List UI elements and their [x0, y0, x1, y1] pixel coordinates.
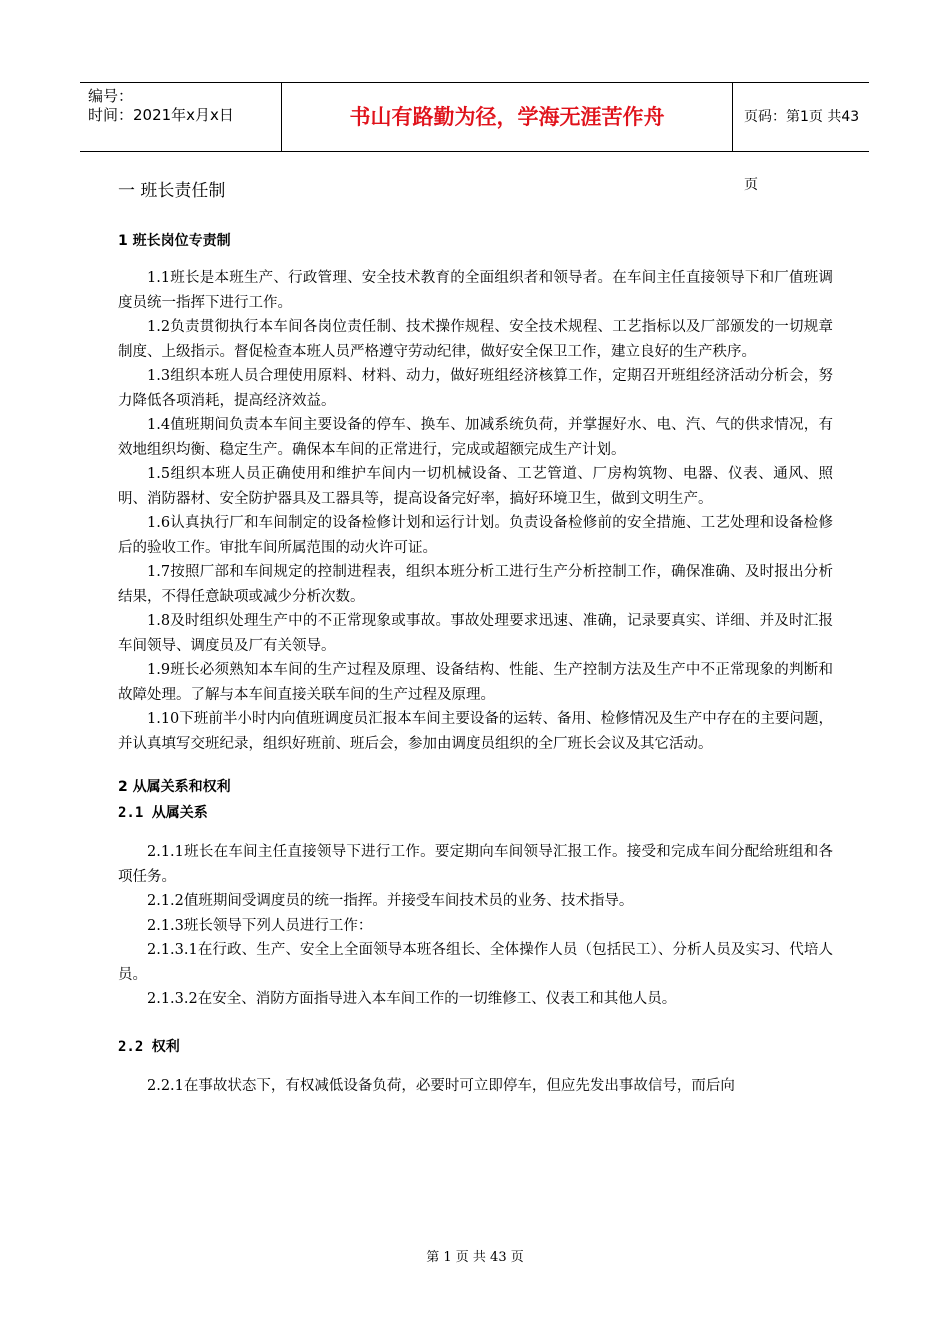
- paragraph: 1.10下班前半小时内向值班调度员汇报本车间主要设备的运转、备用、检修情况及生产中存在的主要问题，并认真填写交班纪录，组织好班前、班后会，参加由调度员组织的全厂班长会议及其它活动。: [118, 711, 833, 752]
- subsection-heading-2-2: 2.2 权利: [118, 1038, 180, 1055]
- paragraph: 2.2.1在事故状态下，有权减低设备负荷，必要时可立即停车，但应先发出事故信号，而后向: [147, 1077, 735, 1094]
- paragraph: 1.8及时组织处理生产中的不正常现象或事故。事故处理要求迅速、准确，记录要真实、详细、并及时汇报车间领导、调度员及厂有关领导。: [118, 613, 833, 654]
- header-meta: [80, 83, 280, 151]
- paragraph: 2.1.1班长在车间主任直接领导下进行工作。要定期向车间领导汇报工作。接受和完成车间分配给班组和各项任务。: [118, 844, 833, 885]
- paragraph: 2.1.2值班期间受调度员的统一指挥。并接受车间技术员的业务、技术指导。: [147, 893, 634, 909]
- page-footer: 第 1 页 共 43 页: [426, 1250, 524, 1265]
- section-heading-2: 2 从属关系和权利: [118, 779, 231, 795]
- section-1-paragraphs: [118, 266, 833, 756]
- section-2-2-paragraphs: [118, 1074, 833, 1099]
- document-number-label: 编号：: [88, 87, 134, 105]
- paragraph: 1.5组织本班人员正确使用和维护车间内一切机械设备、工艺管道、厂房构筑物、电器、仪表、通风、照明、消防器材、安全防护器具及工器具等，提高设备完好率，搞好环境卫生，做到文明生产。: [118, 466, 833, 507]
- paragraph: 1.1班长是本班生产、行政管理、安全技术教育的全面组织者和领导者。在车间主任直接领导下和厂值班调度员统一指挥下进行工作。: [118, 270, 833, 311]
- document-body: [118, 172, 833, 1098]
- section-2-1-paragraphs: [118, 840, 833, 1012]
- document-time-label: 时间：2021年x月x日: [88, 106, 234, 124]
- paragraph: 2.1.3班长领导下列人员进行工作：: [147, 917, 373, 934]
- paragraph: 1.6认真执行厂和车间制定的设备检修计划和运行计划。负责设备检修前的安全措施、工艺处理和设备检修后的验收工作。审批车间所属范围的动火许可证。: [118, 515, 833, 556]
- header-page-info: 页码：第1页 共43页: [744, 109, 860, 193]
- subsection-heading-2-1: 2.1 从属关系: [118, 805, 208, 821]
- header-motto: 书山有路勤为径，学海无涯苦作舟: [281, 83, 733, 151]
- paragraph: 1.2负责贯彻执行本车间各岗位责任制、技术操作规程、安全技术规程、工艺指标以及厂部颁发的一切规章制度、上级指示。督促检查本班人员严格遵守劳动纪律，做好安全保卫工作，建立良好的生产秩序。: [118, 319, 833, 360]
- paragraph: 1.3组织本班人员合理使用原料、材料、动力，做好班组经济核算工作，定期召开班组经济活动分析会，努力降低各项消耗，提高经济效益。: [118, 368, 833, 409]
- section-heading-1: 1 班长岗位专责制: [118, 233, 231, 249]
- paragraph: 2.1.3.1在行政、生产、安全上全面领导本班各组长、全体操作人员（包括民工）、分析人员及实习、代培人员。: [118, 942, 833, 983]
- paragraph: 1.4值班期间负责本车间主要设备的停车、换车、加减系统负荷，并掌握好水、电、汽、气的供求情况，有效地组织均衡、稳定生产。确保本车间的正常进行，完成或超额完成生产计划。: [118, 417, 833, 458]
- paragraph: 1.7按照厂部和车间规定的控制进程表，组织本班分析工进行生产分析控制工作，确保准确、及时报出分析结果，不得任意缺项或减少分析次数。: [118, 564, 833, 605]
- paragraph: 1.9班长必须熟知本车间的生产过程及原理、设备结构、性能、生产控制方法及生产中不正常现象的判断和故障处理。了解与本车间直接关联车间的生产过程及原理。: [118, 662, 833, 703]
- paragraph: 2.1.3.2在安全、消防方面指导进入本车间工作的一切维修工、仪表工和其他人员。: [147, 991, 677, 1007]
- chapter-title: 一 班长责任制: [118, 181, 226, 201]
